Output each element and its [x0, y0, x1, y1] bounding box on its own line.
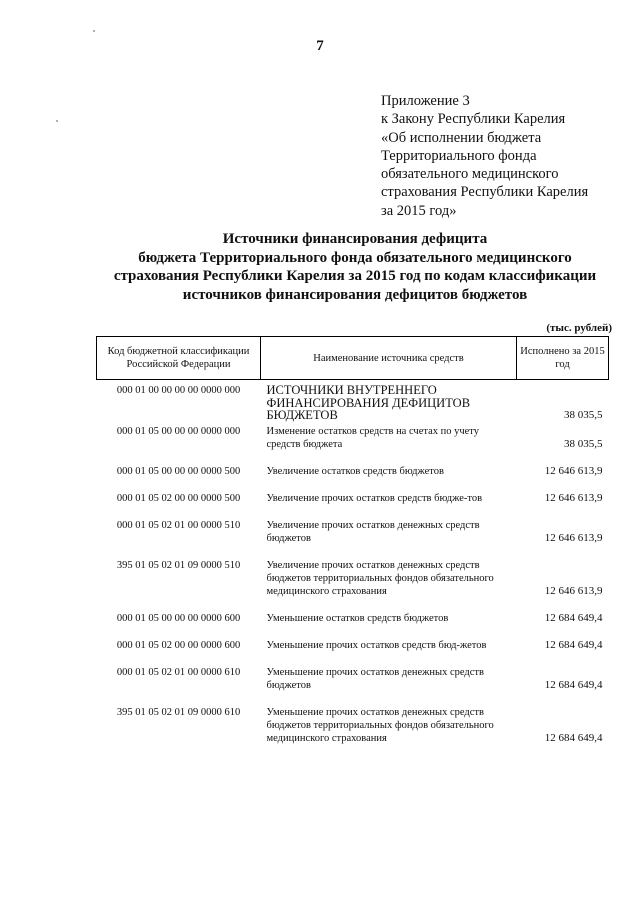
row-amount: 38 035,5 — [564, 408, 603, 421]
row-code: 000 01 00 00 00 00 0000 000 — [116, 385, 241, 396]
header-code: Код бюджетной классификации Российской Федерации — [97, 337, 261, 380]
appendix-line: страхования Республики Карелия — [381, 184, 589, 201]
row-amount: 38 035,5 — [564, 437, 603, 450]
table-row — [97, 666, 609, 706]
table-row — [97, 492, 609, 519]
row-amount: 12 646 613,9 — [544, 464, 603, 477]
table-row — [97, 639, 609, 666]
row-name: Изменение остатков средств на счетах по учету средств бюджета — [266, 425, 479, 450]
row-amount: 12 646 613,9 — [544, 584, 603, 597]
page-number: 7 — [316, 38, 324, 54]
table-row — [97, 706, 609, 759]
row-amount: 12 646 613,9 — [544, 531, 603, 544]
appendix-line: за 2015 год» — [381, 202, 457, 219]
financing-sources-table — [96, 336, 609, 759]
title-line: Источники финансирования дефицита — [222, 231, 488, 247]
row-code: 395 01 05 02 01 09 0000 510 — [116, 559, 241, 571]
scan-speck — [93, 30, 95, 32]
row-code: 000 01 05 02 01 00 0000 610 — [116, 666, 241, 678]
table-row — [97, 612, 609, 639]
row-code: 000 01 05 02 00 00 0000 600 — [116, 639, 241, 651]
row-amount: 12 684 649,4 — [544, 611, 603, 624]
appendix-line: к Закону Республики Карелия — [381, 111, 566, 128]
row-code: 395 01 05 02 01 09 0000 610 — [116, 706, 241, 718]
row-amount: 12 684 649,4 — [544, 678, 603, 691]
row-name: Уменьшение прочих остатков средств бюд-жетов — [266, 639, 487, 651]
appendix-line: обязательного медицинского — [381, 166, 559, 183]
row-name: Увеличение прочих остатков денежных средств бюджетов территориальных фондов обязательного медицинского страхования — [266, 559, 494, 597]
row-code: 000 01 05 00 00 00 0000 600 — [116, 612, 241, 624]
title-line: бюджета Территориального фонда обязательного медицинского — [138, 249, 572, 266]
row-amount: 12 684 649,4 — [544, 638, 603, 651]
row-name: Уменьшение остатков средств бюджетов — [266, 612, 449, 624]
table-header-row — [97, 337, 609, 380]
row-name: Увеличение прочих остатков денежных средств бюджетов — [266, 519, 480, 544]
table-row — [97, 559, 609, 612]
appendix-line: Территориального фонда — [381, 147, 537, 164]
row-amount: 12 646 613,9 — [544, 491, 603, 504]
appendix-line: «Об исполнении бюджета — [381, 129, 542, 146]
header-amount: Исполнено за 2015 год — [517, 337, 609, 380]
row-name: Уменьшение прочих остатков денежных средств бюджетов территориальных фондов обязательного медицинского страхования — [266, 706, 494, 744]
title-line: источников финансирования дефицитов бюджетов — [182, 286, 528, 303]
table-row — [97, 465, 609, 492]
appendix-line: Приложение 3 — [381, 93, 470, 109]
document-title — [60, 230, 640, 304]
scan-speck — [56, 120, 58, 122]
header-name: Наименование источника средств — [261, 337, 517, 380]
row-code: 000 01 05 02 00 00 0000 500 — [116, 492, 241, 504]
row-code: 000 01 05 00 00 00 0000 500 — [116, 465, 241, 477]
row-name: ИСТОЧНИКИ ВНУТРЕННЕГО ФИНАНСИРОВАНИЯ ДЕФИЦИТОВ БЮДЖЕТОВ — [266, 383, 471, 422]
title-line: страхования Республики Карелия за 2015 год по кодам классификации — [113, 268, 597, 284]
table-row — [97, 380, 609, 425]
row-name: Увеличение прочих остатков средств бюдже-тов — [266, 492, 483, 504]
row-name: Уменьшение прочих остатков денежных средств бюджетов — [266, 666, 484, 691]
row-amount: 12 684 649,4 — [544, 731, 603, 744]
table-row — [97, 425, 609, 465]
row-code: 000 01 05 00 00 00 0000 000 — [116, 425, 241, 437]
table-row — [97, 519, 609, 559]
appendix-heading — [381, 92, 588, 220]
row-code: 000 01 05 02 01 00 0000 510 — [116, 519, 241, 531]
units-label: (тыс. рублей) — [546, 322, 612, 334]
row-name: Увеличение остатков средств бюджетов — [266, 465, 444, 477]
